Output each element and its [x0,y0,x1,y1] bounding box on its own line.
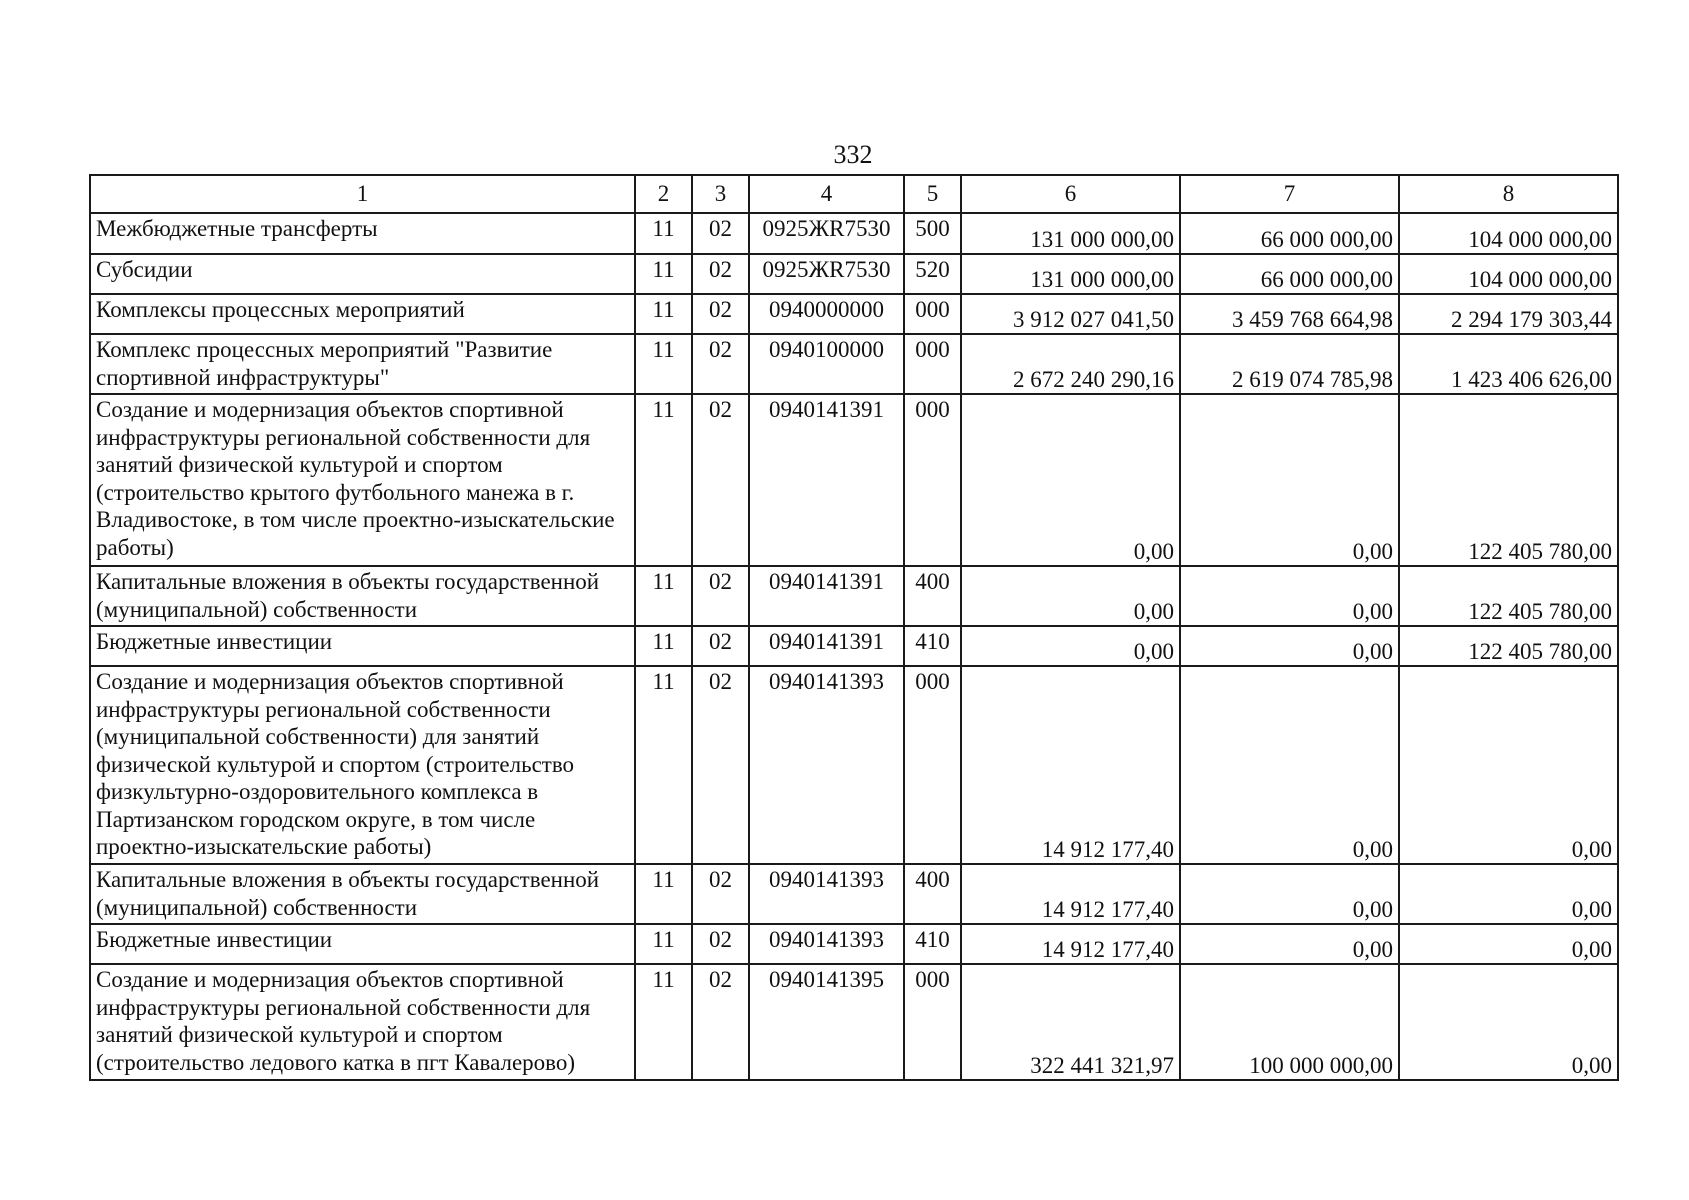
expense-name-cell: Комплексы процессных мероприятий [90,294,635,334]
subsection-code-cell: 02 [692,964,749,1080]
subsection-code-cell: 02 [692,924,749,964]
expense-name-cell: Межбюджетные трансферты [90,213,635,254]
expense-type-code-cell: 000 [904,666,961,864]
amount-col8-cell: 0,00 [1399,964,1618,1080]
amount-col7-cell: 3 459 768 664,98 [1180,294,1399,334]
section-code-cell: 11 [635,864,692,924]
amount-col7-cell: 0,00 [1180,864,1399,924]
expense-type-code-cell: 400 [904,864,961,924]
amount-col7-cell: 66 000 000,00 [1180,213,1399,254]
table-row [90,213,1618,254]
column-header: 1 [90,175,635,213]
amount-col8-cell: 2 294 179 303,44 [1399,294,1618,334]
target-item-code-cell: 0925ЖR7530 [749,213,904,254]
table-row [90,864,1618,924]
table-row [90,666,1618,864]
target-item-code-cell: 0940141391 [749,626,904,666]
subsection-code-cell: 02 [692,666,749,864]
target-item-code-cell: 0940141391 [749,566,904,626]
table-row [90,254,1618,294]
amount-col7-cell: 2 619 074 785,98 [1180,334,1399,394]
amount-col8-cell: 1 423 406 626,00 [1399,334,1618,394]
amount-col8-cell: 0,00 [1399,924,1618,964]
column-header: 4 [749,175,904,213]
amount-col8-cell: 0,00 [1399,864,1618,924]
amount-col7-cell: 0,00 [1180,666,1399,864]
table-row [90,964,1618,1080]
page-number: 332 [833,140,873,169]
amount-col7-cell: 0,00 [1180,566,1399,626]
target-item-code-cell: 0940100000 [749,334,904,394]
amount-col6-cell: 14 912 177,40 [961,666,1180,864]
expense-name-cell: Бюджетные инвестиции [90,626,635,666]
budget-table [89,174,1619,1081]
amount-col8-cell: 0,00 [1399,666,1618,864]
subsection-code-cell: 02 [692,626,749,666]
amount-col6-cell: 3 912 027 041,50 [961,294,1180,334]
column-header: 8 [1399,175,1618,213]
amount-col8-cell: 122 405 780,00 [1399,566,1618,626]
target-item-code-cell: 0940141395 [749,964,904,1080]
section-code-cell: 11 [635,626,692,666]
amount-col8-cell: 122 405 780,00 [1399,626,1618,666]
amount-col7-cell: 0,00 [1180,394,1399,566]
section-code-cell: 11 [635,294,692,334]
expense-type-code-cell: 410 [904,626,961,666]
expense-type-code-cell: 000 [904,394,961,566]
amount-col6-cell: 0,00 [961,566,1180,626]
subsection-code-cell: 02 [692,394,749,566]
amount-col6-cell: 0,00 [961,626,1180,666]
table-row [90,566,1618,626]
target-item-code-cell: 0925ЖR7530 [749,254,904,294]
table-row [90,626,1618,666]
subsection-code-cell: 02 [692,566,749,626]
section-code-cell: 11 [635,666,692,864]
section-code-cell: 11 [635,213,692,254]
expense-type-code-cell: 410 [904,924,961,964]
column-header: 5 [904,175,961,213]
subsection-code-cell: 02 [692,294,749,334]
target-item-code-cell: 0940141393 [749,924,904,964]
amount-col8-cell: 122 405 780,00 [1399,394,1618,566]
amount-col6-cell: 322 441 321,97 [961,964,1180,1080]
column-header: 3 [692,175,749,213]
column-header: 6 [961,175,1180,213]
amount-col6-cell: 131 000 000,00 [961,254,1180,294]
amount-col7-cell: 0,00 [1180,924,1399,964]
expense-type-code-cell: 520 [904,254,961,294]
expense-type-code-cell: 000 [904,334,961,394]
expense-type-code-cell: 000 [904,964,961,1080]
expense-type-code-cell: 000 [904,294,961,334]
expense-name-cell: Создание и модернизация объектов спортивной инфраструктуры региональной собственности для занятий физической культурой и спортом (строительство крытого футбольного манежа в г. Владивостоке, в том числе проектно-изыскательские работы) [90,394,635,566]
amount-col6-cell: 0,00 [961,394,1180,566]
column-header: 2 [635,175,692,213]
amount-col6-cell: 2 672 240 290,16 [961,334,1180,394]
amount-col7-cell: 100 000 000,00 [1180,964,1399,1080]
section-code-cell: 11 [635,334,692,394]
expense-type-code-cell: 500 [904,213,961,254]
subsection-code-cell: 02 [692,864,749,924]
header-row [90,175,1618,213]
section-code-cell: 11 [635,394,692,566]
expense-name-cell: Капитальные вложения в объекты государственной (муниципальной) собственности [90,864,635,924]
expense-name-cell: Бюджетные инвестиции [90,924,635,964]
amount-col8-cell: 104 000 000,00 [1399,213,1618,254]
expense-name-cell: Создание и модернизация объектов спортивной инфраструктуры региональной собственности (муниципальной собственности) для занятий физической культурой и спортом (строительство физкультурно-оздоровительного комплекса в Партизанском городском округе, в том числе проектно-изыскательские работы) [90,666,635,864]
table-row [90,294,1618,334]
section-code-cell: 11 [635,566,692,626]
subsection-code-cell: 02 [692,254,749,294]
amount-col7-cell: 66 000 000,00 [1180,254,1399,294]
amount-col6-cell: 131 000 000,00 [961,213,1180,254]
amount-col7-cell: 0,00 [1180,626,1399,666]
section-code-cell: 11 [635,924,692,964]
amount-col6-cell: 14 912 177,40 [961,924,1180,964]
expense-name-cell: Субсидии [90,254,635,294]
section-code-cell: 11 [635,964,692,1080]
target-item-code-cell: 0940141393 [749,666,904,864]
column-header: 7 [1180,175,1399,213]
expense-name-cell: Комплекс процессных мероприятий "Развитие спортивной инфраструктуры" [90,334,635,394]
table-row [90,334,1618,394]
expense-type-code-cell: 400 [904,566,961,626]
table-row [90,394,1618,566]
amount-col6-cell: 14 912 177,40 [961,864,1180,924]
target-item-code-cell: 0940000000 [749,294,904,334]
expense-name-cell: Создание и модернизация объектов спортивной инфраструктуры региональной собственности для занятий физической культурой и спортом (строительство ледового катка в пгт Кавалерово) [90,964,635,1080]
target-item-code-cell: 0940141391 [749,394,904,566]
table-row [90,924,1618,964]
expense-name-cell: Капитальные вложения в объекты государственной (муниципальной) собственности [90,566,635,626]
subsection-code-cell: 02 [692,334,749,394]
section-code-cell: 11 [635,254,692,294]
amount-col8-cell: 104 000 000,00 [1399,254,1618,294]
subsection-code-cell: 02 [692,213,749,254]
target-item-code-cell: 0940141393 [749,864,904,924]
